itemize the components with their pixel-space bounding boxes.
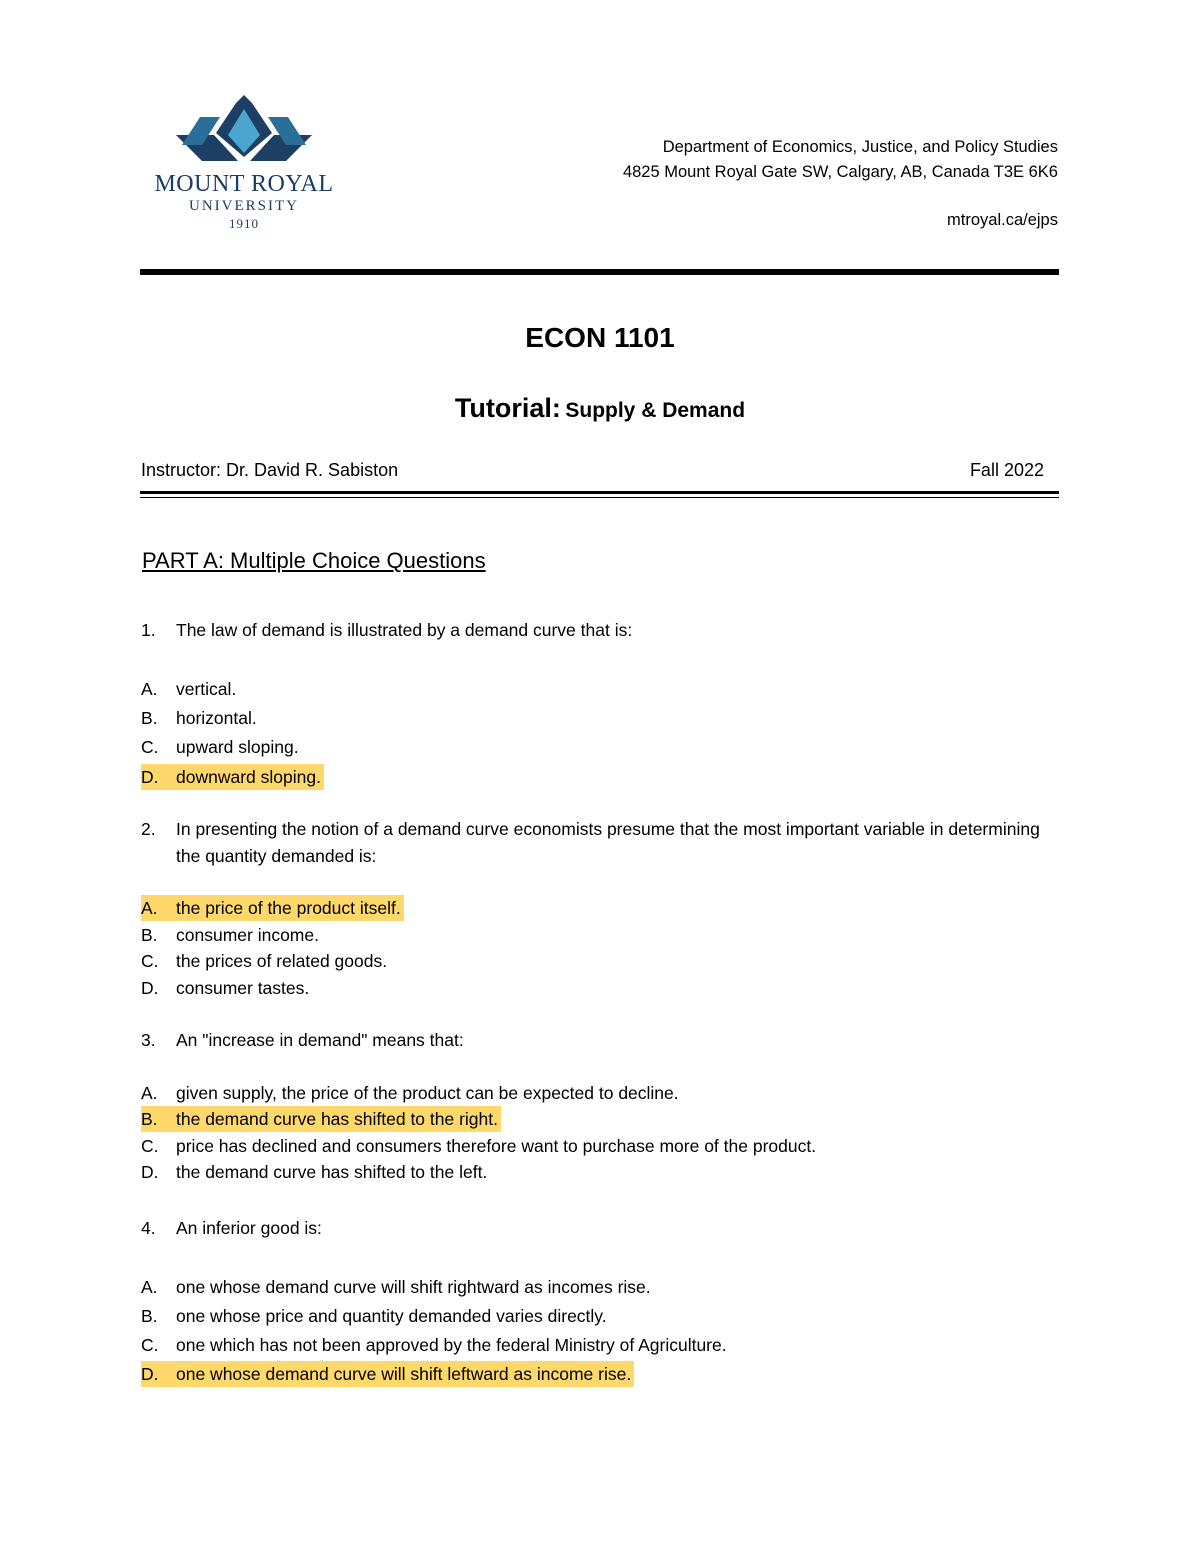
department-info [623,135,1058,233]
department-name: Department of Economics, Justice, and Policy Studies [662,138,1058,156]
answer-option-highlighted [141,895,404,921]
question-number: 2. [141,819,156,839]
header-divider [140,269,1059,275]
answer-option [141,1133,816,1159]
option-letter: B. [141,925,158,945]
question-number: 3. [141,1030,156,1050]
option-text: consumer tastes. [176,978,310,998]
option-text: the price of the product itself. [176,898,401,918]
department-address: 4825 Mount Royal Gate SW, Calgary, AB, Canada T3E 6K6 [622,163,1058,181]
option-letter: C. [141,1136,159,1156]
option-letter: B. [141,708,158,728]
option-text: horizontal. [176,708,257,728]
option-letter: A. [141,679,158,699]
question-text: An inferior good is: [176,1218,322,1238]
answer-option [141,1274,651,1300]
option-text: the demand curve has shifted to the right. [176,1109,498,1129]
option-text: given supply, the price of the product can be expected to decline. [176,1083,679,1103]
option-text: upward sloping. [176,737,299,757]
course-term: Fall 2022 [969,460,1044,480]
option-letter: A. [141,898,158,918]
option-text: one whose price and quantity demanded varies directly. [176,1306,607,1326]
course-code: ECON 1101 [525,322,675,353]
option-text: one whose demand curve will shift leftward as income rise. [176,1364,632,1384]
question-1 [141,617,1061,644]
option-text: the demand curve has shifted to the left. [176,1162,488,1182]
option-text: downward sloping. [176,767,321,787]
option-letter: D. [141,1162,159,1182]
logo-wordmark-university: UNIVERSITY [189,198,299,214]
answer-option [141,1332,727,1358]
answer-option [141,922,319,948]
question-2 [141,816,1061,870]
option-text: vertical. [176,679,237,699]
logo-wordmark-name: MOUNT ROYAL [154,171,334,197]
university-logo [140,95,348,235]
title-divider-thin [140,497,1059,498]
option-text: consumer income. [176,925,319,945]
option-letter: A. [141,1083,158,1103]
option-letter: B. [141,1109,158,1129]
answer-option [141,734,299,760]
question-number: 1. [141,620,156,640]
answer-option [141,948,387,974]
answer-option [141,975,309,1001]
question-4 [141,1215,1061,1242]
instructor-name: Instructor: Dr. David R. Sabiston [141,460,399,480]
answer-option-highlighted [141,764,324,790]
tutorial-title [0,393,1200,424]
answer-option [141,705,257,731]
answer-option [141,1080,679,1106]
department-website: mtroyal.ca/ejps [947,211,1058,229]
option-text: price has declined and consumers therefore want to purchase more of the product. [176,1136,817,1156]
answer-option-highlighted [141,1361,634,1387]
option-letter: C. [141,951,159,971]
answer-option-highlighted [141,1106,501,1132]
option-letter: C. [141,737,159,757]
option-letter: D. [141,1364,159,1384]
question-text: In presenting the notion of a demand curve economists presume that the most important variable in determining the quantity demanded is: [176,819,1040,866]
option-letter: C. [141,1335,159,1355]
option-letter: A. [141,1277,158,1297]
option-text: one whose demand curve will shift rightward as incomes rise. [176,1277,651,1297]
option-text: the prices of related goods. [176,951,388,971]
question-number: 4. [141,1218,156,1238]
question-text: An "increase in demand" means that: [176,1030,464,1050]
question-3 [141,1027,1061,1054]
option-letter: D. [141,767,159,787]
answer-option [141,1159,487,1185]
tutorial-topic: Supply & Demand [565,399,746,422]
logo-wordmark-year: 1910 [229,216,259,231]
question-text: The law of demand is illustrated by a demand curve that is: [176,620,633,640]
section-heading: PART A: Multiple Choice Questions [142,548,486,573]
title-divider-thick [140,491,1059,494]
option-letter: B. [141,1306,158,1326]
tutorial-label: Tutorial: [454,393,561,423]
answer-option [141,1303,607,1329]
option-letter: D. [141,978,159,998]
answer-option [141,676,236,702]
option-text: one which has not been approved by the federal Ministry of Agriculture. [176,1335,727,1355]
mount-royal-emblem-icon [176,95,312,167]
